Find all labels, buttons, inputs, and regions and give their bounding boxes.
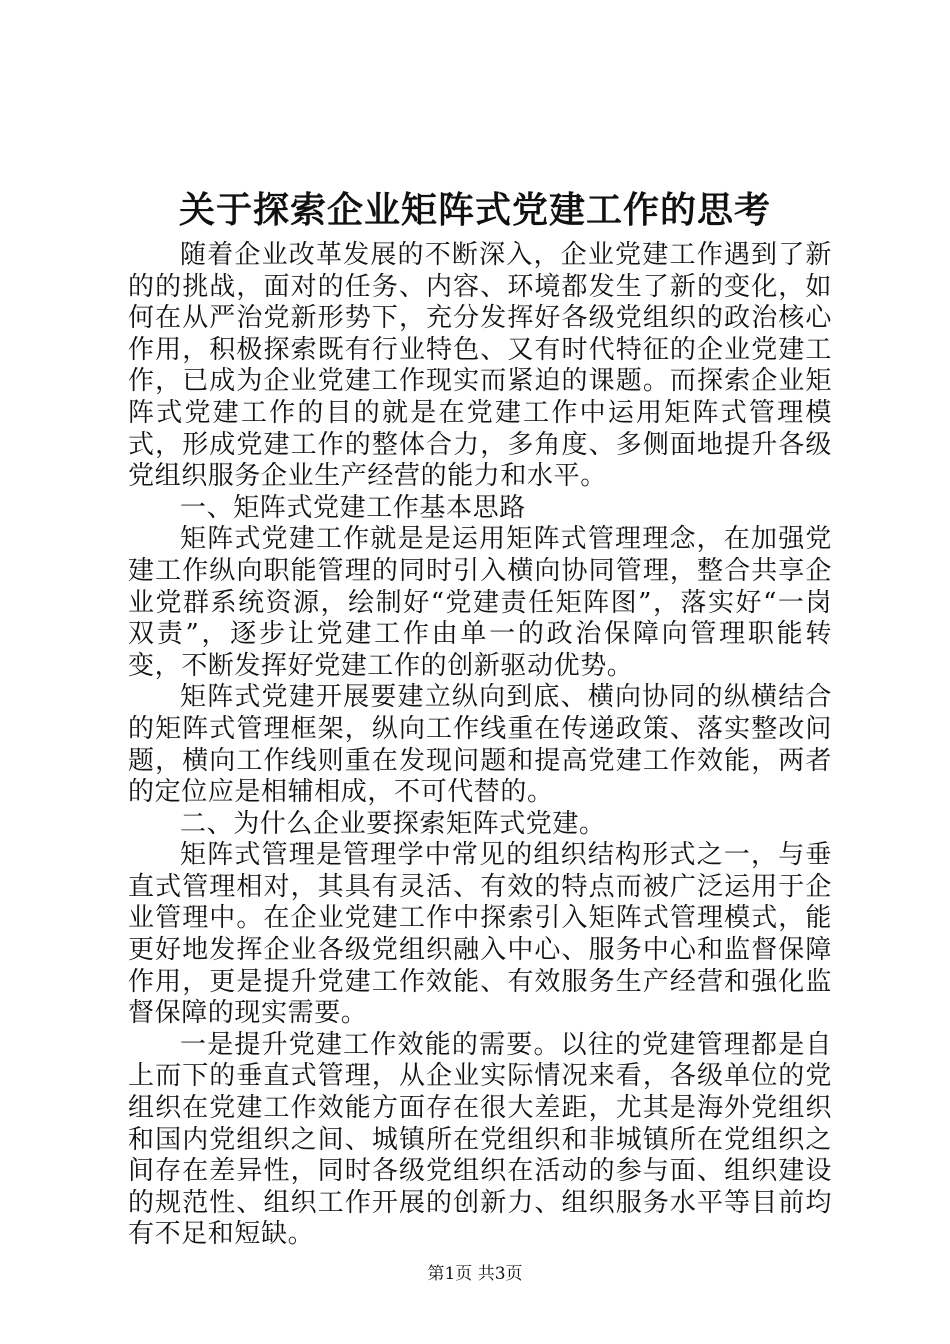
- paragraph-1-2: 矩阵式党建开展要建立纵向到底、横向协同的纵横结合的矩阵式管理框架，纵向工作线重在传递政策、落实整改问题，横向工作线则重在发现问题和提高党建工作效能，两者的定位应是相辅相成，不可代替的。: [128, 682, 832, 808]
- paragraph-1-1: 矩阵式党建工作就是是运用矩阵式管理理念，在加强党建工作纵向职能管理的同时引入横向协同管理，整合共享企业党群系统资源，绘制好“党建责任矩阵图”，落实好“一岗双责”，逐步让党建工作由单一的政治保障向管理职能转变，不断发挥好党建工作的创新驱动优势。: [128, 524, 832, 681]
- paragraph-intro: 随着企业改革发展的不断深入，企业党建工作遇到了新的的挑战，面对的任务、内容、环境都发生了新的变化，如何在从严治党新形势下，充分发挥好各级党组织的政治核心作用，积极探索既有行业特色、又有时代特征的企业党建工作，已成为企业党建工作现实而紧迫的课题。而探索企业矩阵式党建工作的目的就是在党建工作中运用矩阵式管理模式，形成党建工作的整体合力，多角度、多侧面地提升各级党组织服务企业生产经营的能力和水平。: [128, 240, 832, 492]
- section-heading-2: 二、为什么企业要探索矩阵式党建。: [180, 808, 606, 839]
- section-heading-1: 一、矩阵式党建工作基本思路: [180, 492, 526, 523]
- page-number-footer: 第1页 共3页: [427, 1264, 523, 1284]
- paragraph-2-2: 一是提升党建工作效能的需要。以往的党建管理都是自上而下的垂直式管理，从企业实际情况来看，各级单位的党组织在党建工作效能方面存在很大差距，尤其是海外党组织和国内党组织之间、城镇所在党组织和非城镇所在党组织之间存在差异性，同时各级党组织在活动的参与面、组织建设的规范性、组织工作开展的创新力、组织服务水平等目前均有不足和短缺。: [128, 1029, 832, 1250]
- paragraph-2-1: 矩阵式管理是管理学中常见的组织结构形式之一，与垂直式管理相对，其具有灵活、有效的特点而被广泛运用于企业管理中。在企业党建工作中探索引入矩阵式管理模式，能更好地发挥企业各级党组织融入中心、服务中心和监督保障作用，更是提升党建工作效能、有效服务生产经营和强化监督保障的现实需要。: [128, 840, 832, 1029]
- document-title: 关于探索企业矩阵式党建工作的思考: [178, 189, 771, 231]
- document-body: [128, 240, 832, 1251]
